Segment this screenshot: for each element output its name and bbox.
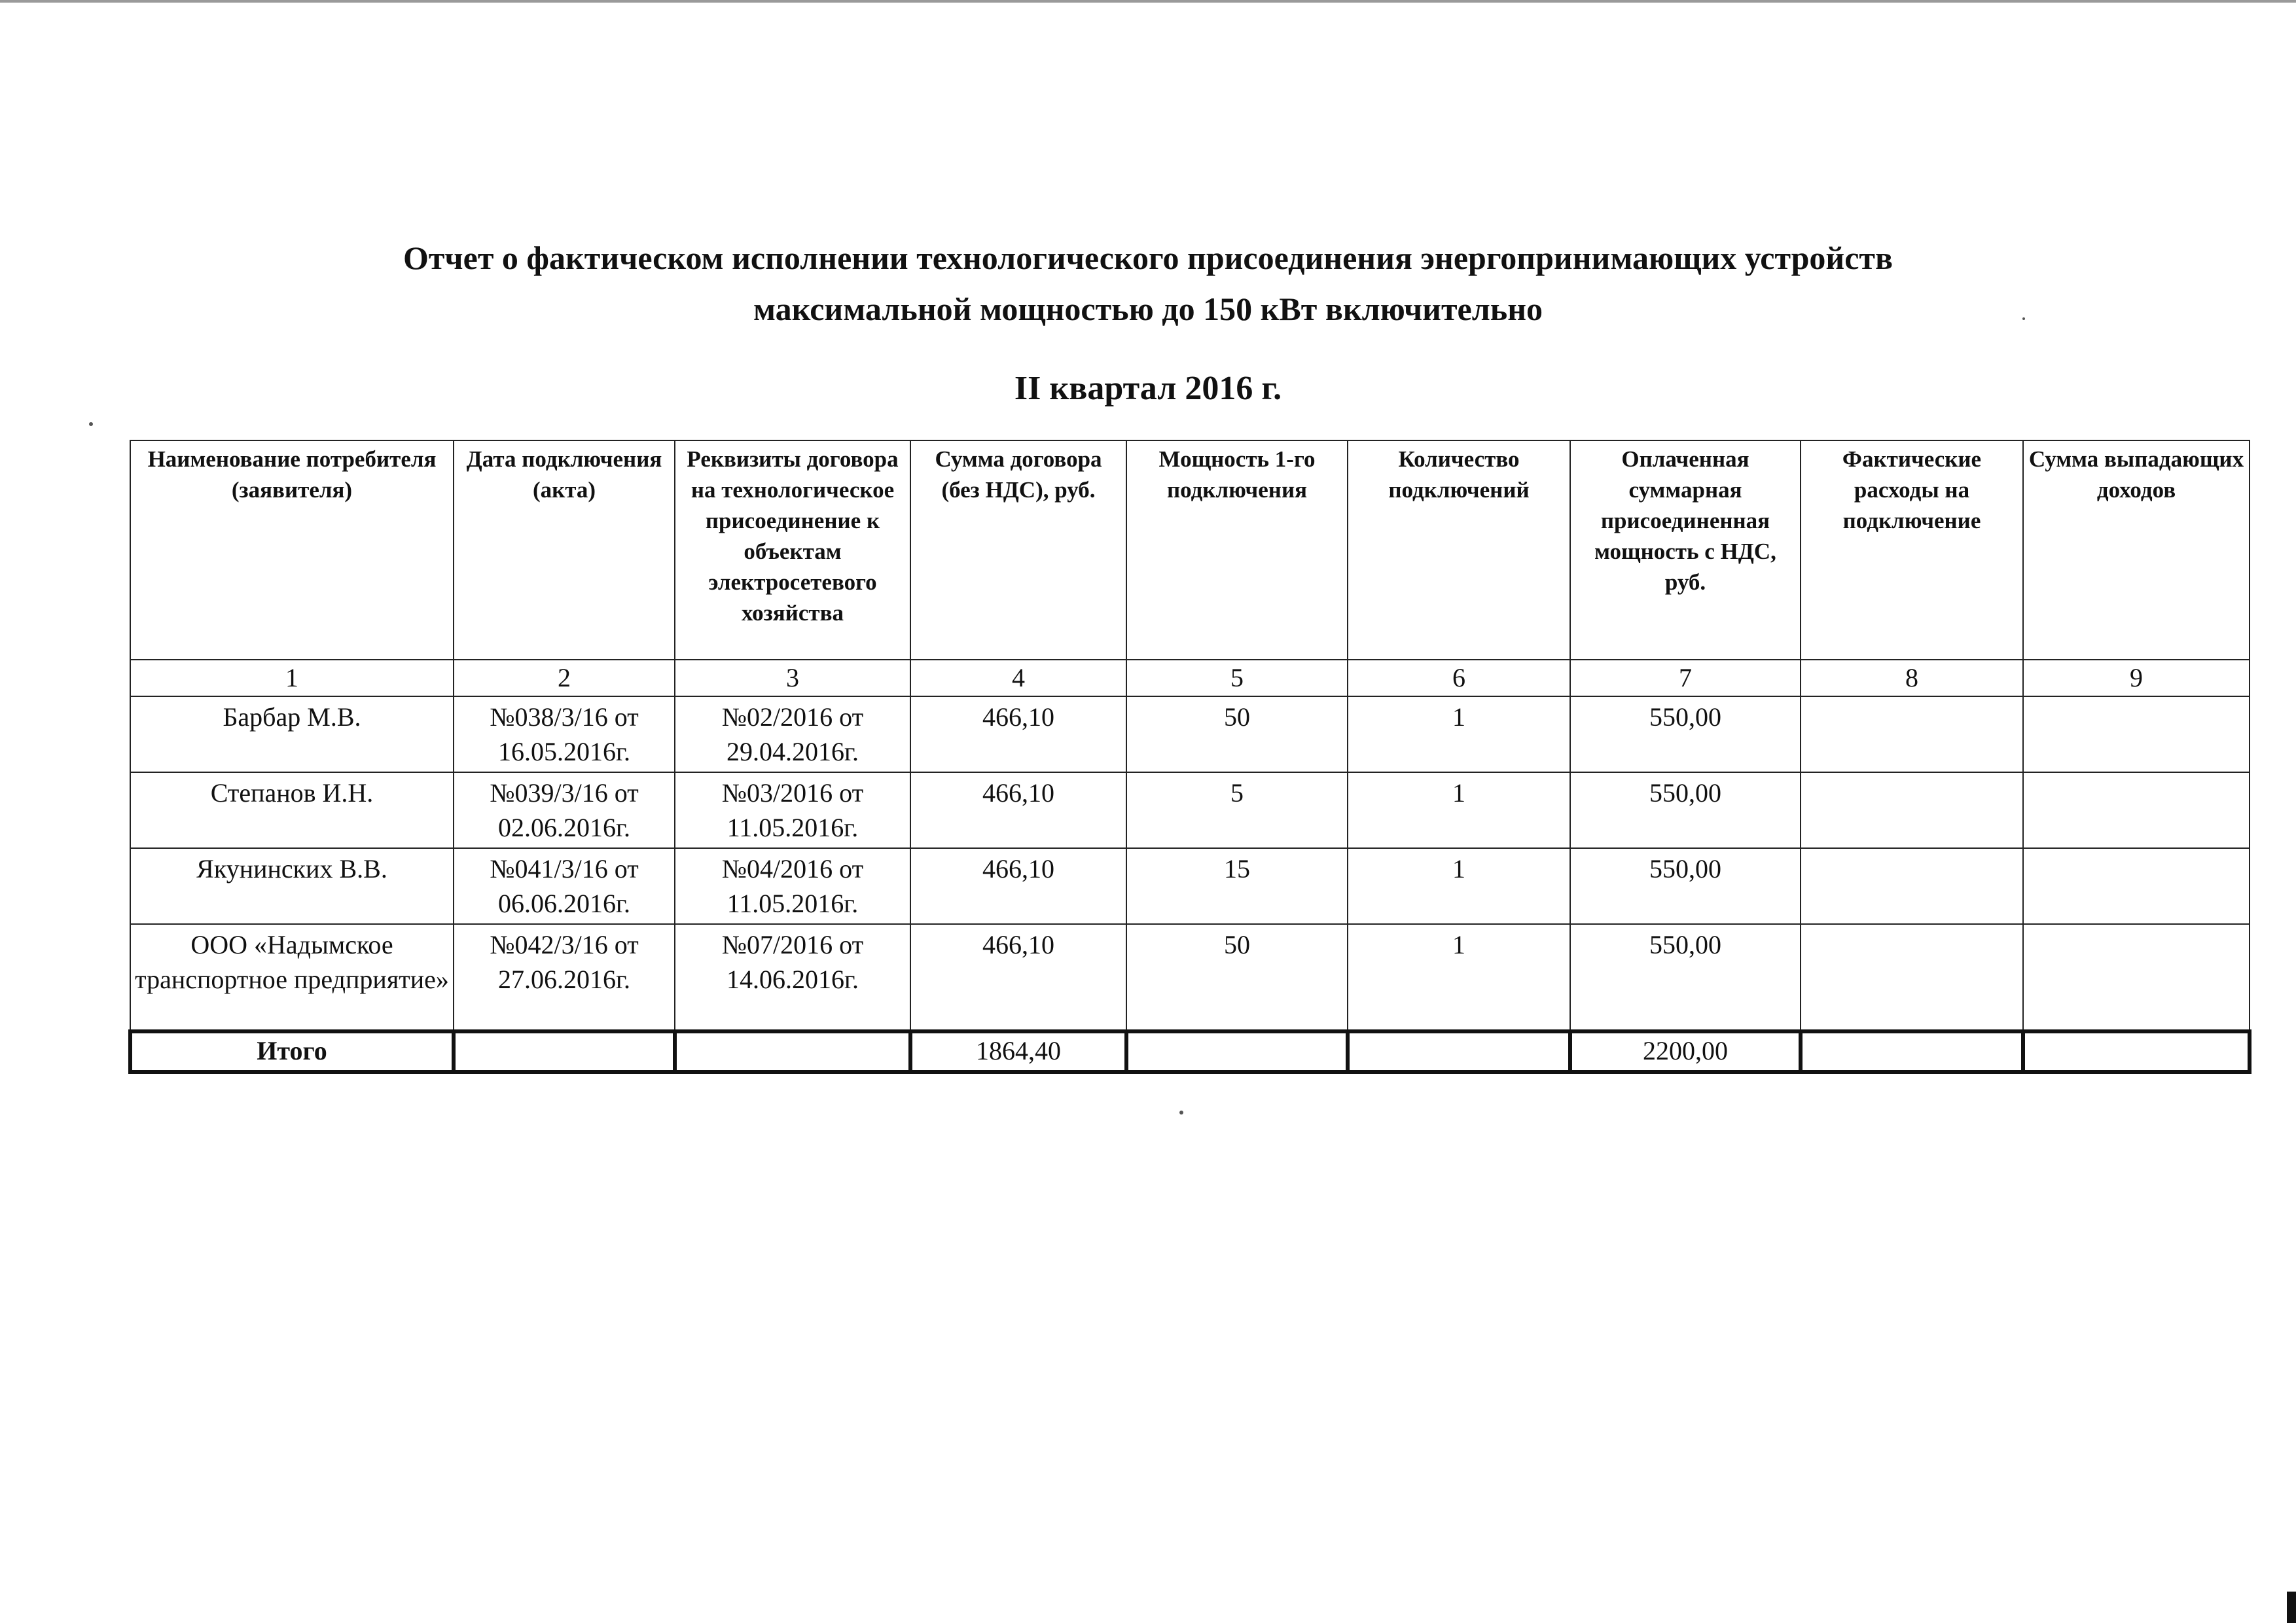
header-contract-sum: Сумма договора (без НДС), руб.	[910, 440, 1126, 660]
scan-speck	[1179, 1111, 1183, 1115]
consumer-cell: Барбар М.В.	[130, 696, 454, 772]
actual-costs-cell	[1801, 696, 2023, 772]
paid-power-cell: 550,00	[1570, 924, 1801, 1031]
power-cell: 15	[1126, 848, 1348, 924]
column-number: 6	[1348, 660, 1570, 696]
contract-cell: №02/2016 от 29.04.2016г.	[675, 696, 910, 772]
power-cell: 50	[1126, 696, 1348, 772]
contract-sum-cell: 466,10	[910, 848, 1126, 924]
header-power: Мощность 1-го подключения	[1126, 440, 1348, 660]
report-title-line-1: Отчет о фактическом исполнении технологического присоединения энергопринимающих устройств	[403, 240, 1893, 276]
actual-costs-cell	[1801, 772, 2023, 848]
lost-income-cell	[2023, 848, 2250, 924]
column-number: 2	[454, 660, 675, 696]
header-paid-power: Оплаченная суммарная присоединенная мощность с НДС, руб.	[1570, 440, 1801, 660]
consumer-cell: ООО «Надымское транспортное предприятие»	[130, 924, 454, 1031]
column-number: 8	[1801, 660, 2023, 696]
total-paid-power: 2200,00	[1570, 1031, 1801, 1072]
lost-income-cell	[2023, 924, 2250, 1031]
paid-power-cell: 550,00	[1570, 848, 1801, 924]
consumer-cell: Якунинских В.В.	[130, 848, 454, 924]
contract-sum-cell: 466,10	[910, 924, 1126, 1031]
table-row	[130, 696, 2250, 772]
count-cell: 1	[1348, 924, 1570, 1031]
count-cell: 1	[1348, 848, 1570, 924]
header-connection-date: Дата подключения (акта)	[454, 440, 675, 660]
total-empty-cell	[2023, 1031, 2250, 1072]
report-title-line-2: максимальной мощностью до 150 кВт включительно	[753, 291, 1543, 327]
contract-sum-cell: 466,10	[910, 696, 1126, 772]
total-row	[130, 1031, 2250, 1072]
table-header-row	[130, 440, 2250, 660]
table-row	[130, 772, 2250, 848]
count-cell: 1	[1348, 696, 1570, 772]
header-lost-income: Сумма выпадающих доходов	[2023, 440, 2250, 660]
column-number: 5	[1126, 660, 1348, 696]
header-consumer: Наименование потребителя (заявителя)	[130, 440, 454, 660]
actual-costs-cell	[1801, 848, 2023, 924]
count-cell: 1	[1348, 772, 1570, 848]
column-number: 4	[910, 660, 1126, 696]
scan-speck	[89, 422, 93, 426]
connection-date-cell: №042/3/16 от 27.06.2016г.	[454, 924, 675, 1031]
paid-power-cell: 550,00	[1570, 772, 1801, 848]
total-empty-cell	[1348, 1031, 1570, 1072]
column-number: 9	[2023, 660, 2250, 696]
table-row	[130, 848, 2250, 924]
contract-cell: №07/2016 от 14.06.2016г.	[675, 924, 910, 1031]
connection-date-cell: №041/3/16 от 06.06.2016г.	[454, 848, 675, 924]
total-empty-cell	[675, 1031, 910, 1072]
total-label: Итого	[130, 1031, 454, 1072]
column-number: 7	[1570, 660, 1801, 696]
total-contract-sum: 1864,40	[910, 1031, 1126, 1072]
contract-sum-cell: 466,10	[910, 772, 1126, 848]
paid-power-cell: 550,00	[1570, 696, 1801, 772]
table-row	[130, 924, 2250, 1031]
lost-income-cell	[2023, 772, 2250, 848]
actual-costs-cell	[1801, 924, 2023, 1031]
header-contract: Реквизиты договора на технологическое присоединение к объектам электросетевого хозяйства	[675, 440, 910, 660]
header-actual-costs: Фактические расходы на подключение	[1801, 440, 2023, 660]
lost-income-cell	[2023, 696, 2250, 772]
consumer-cell: Степанов И.Н.	[130, 772, 454, 848]
column-number: 1	[130, 660, 454, 696]
power-cell: 5	[1126, 772, 1348, 848]
header-count: Количество подключений	[1348, 440, 1570, 660]
connection-date-cell: №039/3/16 от 02.06.2016г.	[454, 772, 675, 848]
column-number: 3	[675, 660, 910, 696]
total-empty-cell	[1126, 1031, 1348, 1072]
column-number-row	[130, 660, 2250, 696]
contract-cell: №04/2016 от 11.05.2016г.	[675, 848, 910, 924]
power-cell: 50	[1126, 924, 1348, 1031]
scan-edge-mark	[2287, 1592, 2296, 1623]
connections-report-table	[128, 440, 2251, 1074]
contract-cell: №03/2016 от 11.05.2016г.	[675, 772, 910, 848]
report-period: II квартал 2016 г.	[1014, 370, 1282, 407]
scan-edge-line	[0, 0, 2296, 3]
connection-date-cell: №038/3/16 от 16.05.2016г.	[454, 696, 675, 772]
scan-speck	[2022, 317, 2025, 320]
total-empty-cell	[454, 1031, 675, 1072]
total-empty-cell	[1801, 1031, 2023, 1072]
